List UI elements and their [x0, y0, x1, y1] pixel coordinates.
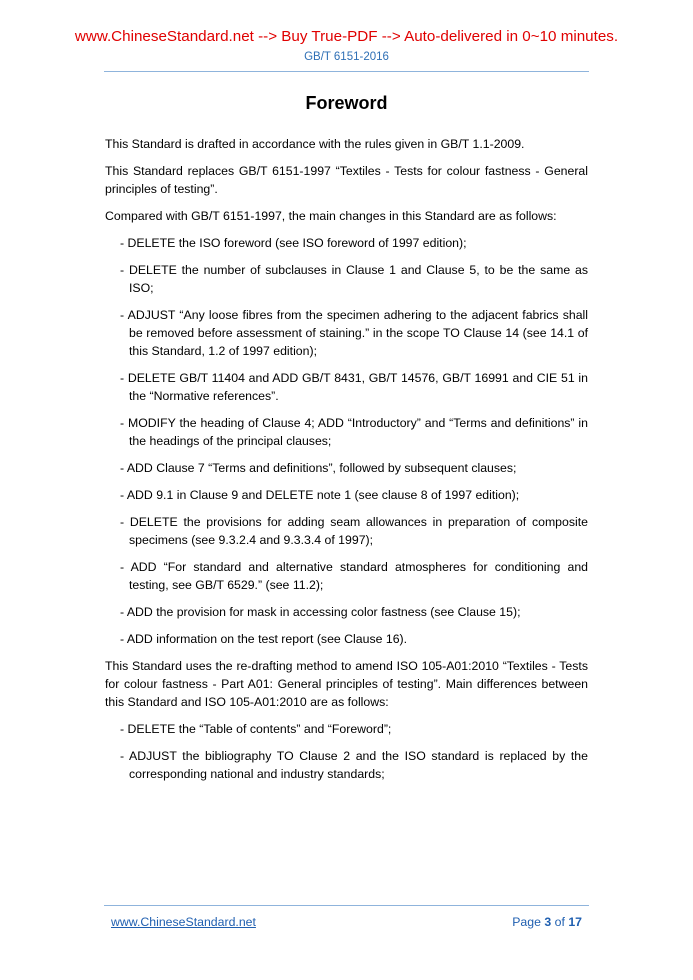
list-item: - ADJUST “Any loose fibres from the specimen adhering to the adjacent fabrics shall be removed before assessment of staining.” in the scope TO Clause 14 (see 14.1 of this Standard, 1.2 of 1997 edition);: [120, 308, 588, 358]
list-item: - ADD “For standard and alternative standard atmospheres for conditioning and testing, see GB/T 6529.” (see 11.2);: [120, 560, 588, 592]
intro-paragraph-replaces: This Standard replaces GB/T 6151-1997 “Textiles - Tests for colour fastness - General principles of testing”.: [105, 164, 588, 196]
list-item: - ADD 9.1 in Clause 9 and DELETE note 1 (see clause 8 of 1997 edition);: [120, 488, 520, 502]
list-item: - DELETE the number of subclauses in Clause 1 and Clause 5, to be the same as ISO;: [120, 263, 588, 295]
page-of: of: [551, 915, 569, 929]
list-item: - ADD Clause 7 “Terms and definitions”, followed by subsequent clauses;: [120, 461, 517, 475]
page-current: 3: [544, 915, 552, 929]
page-total: 17: [568, 915, 582, 929]
list-item: - DELETE the provisions for adding seam allowances in preparation of composite specimens (see 9.3.2.4 and 9.3.3.4 of 1997);: [120, 515, 588, 547]
list-item: - DELETE the ISO foreword (see ISO foreword of 1997 edition);: [120, 236, 467, 250]
intro-paragraph-drafting: This Standard is drafted in accordance with the rules given in GB/T 1.1-2009.: [105, 137, 525, 151]
list-item: - MODIFY the heading of Clause 4; ADD “Introductory” and “Terms and definitions” in the headings of the principal clauses;: [120, 416, 588, 448]
header-rule: [104, 71, 589, 72]
list-item: - DELETE the “Table of contents” and “Foreword”;: [120, 722, 392, 736]
list-item: - ADD information on the test report (see Clause 16).: [120, 632, 408, 646]
page-prefix: Page: [512, 915, 545, 929]
header-banner: www.ChineseStandard.net --> Buy True-PDF --> Auto-delivered in 0~10 minutes.: [74, 28, 619, 45]
footer-rule: [104, 905, 589, 906]
iso-paragraph: This Standard uses the re-drafting method to amend ISO 105-A01:2010 “Textiles - Tests for colour fastness - Part A01: General principles of testing”. Main differences between this Standard and ISO 105-A01:2010 are as follows:: [105, 659, 588, 709]
standard-code: GB/T 6151-2016: [304, 51, 389, 63]
page-number: [512, 915, 582, 930]
page-title: Foreword: [305, 93, 388, 113]
intro-paragraph-changes: Compared with GB/T 6151-1997, the main changes in this Standard are as follows:: [105, 209, 557, 223]
document-body: [105, 135, 588, 792]
list-item: - ADJUST the bibliography TO Clause 2 and the ISO standard is replaced by the corresponding national and industry standards;: [120, 749, 588, 781]
footer-site-link[interactable]: www.ChineseStandard.net: [111, 915, 256, 929]
list-item: - ADD the provision for mask in accessing color fastness (see Clause 15);: [120, 605, 521, 619]
list-item: - DELETE GB/T 11404 and ADD GB/T 8431, GB/T 14576, GB/T 16991 and CIE 51 in the “Normative references”.: [120, 371, 588, 403]
